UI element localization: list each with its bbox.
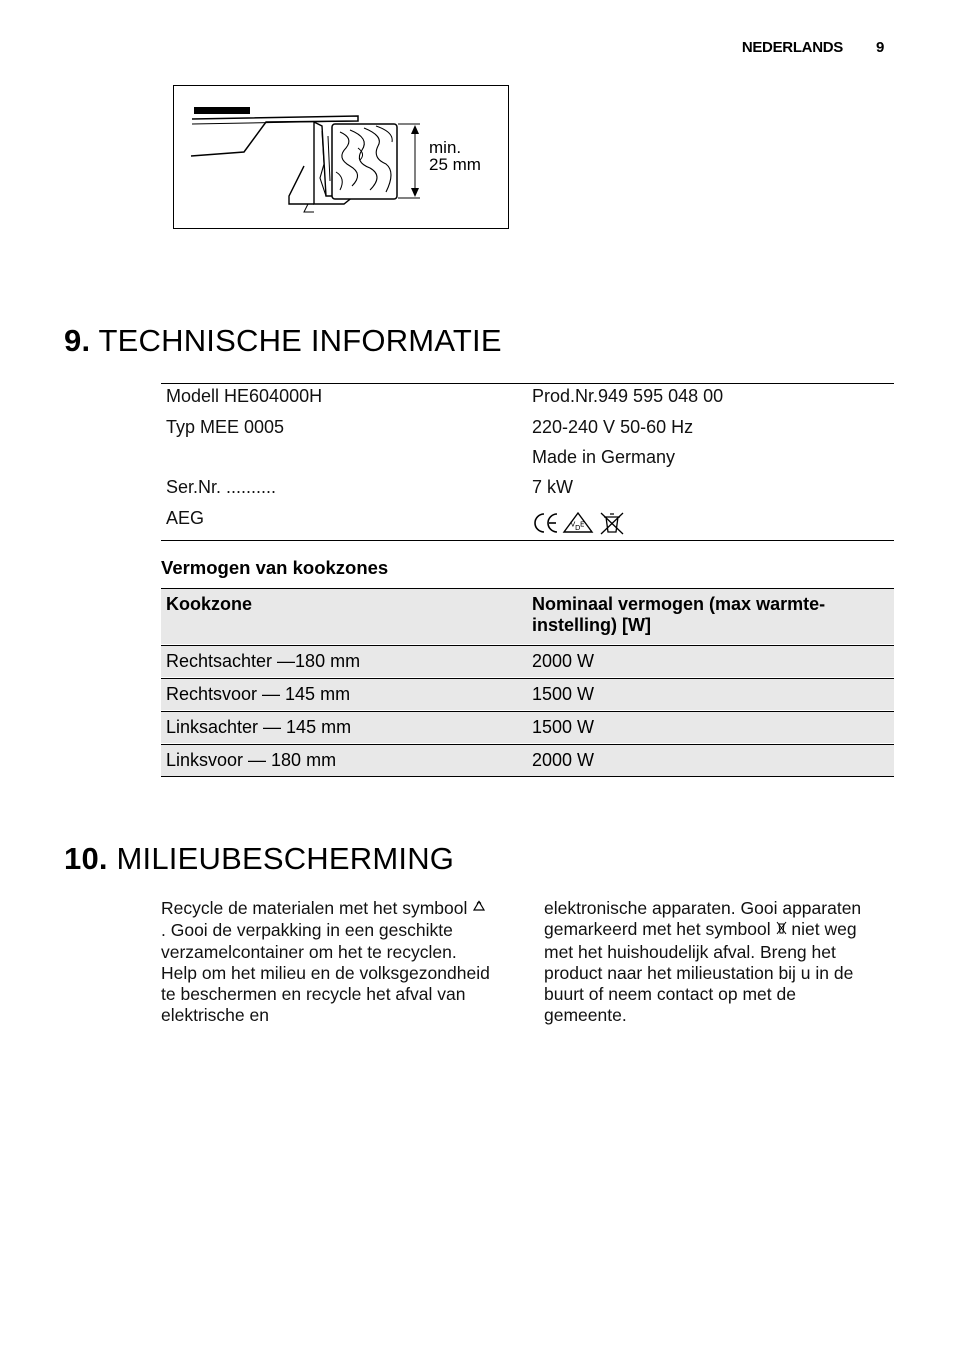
min-thickness-label: min. 25 mm [429,138,481,174]
env-text-part-1: Recycle de materialen met het symbool [161,898,468,918]
table-row [161,744,894,777]
power-table [161,588,894,777]
power-cell: 2000 W [532,750,595,770]
section-9-number: 9. [64,323,91,358]
svg-text:V: V [570,520,576,529]
svg-text:D: D [575,524,581,532]
header-cooking-zone: Kookzone [166,594,253,614]
zone-cell: Rechtsachter —180 mm [166,651,361,671]
info-brand: AEG [166,508,205,528]
section-9-title: TECHNISCHE INFORMATIE [98,323,502,358]
installation-figure [173,85,509,229]
env-text-part-3: Help om het milieu en de volksgezondheid te beschermen en recycle het afval van elektrische en [161,962,490,1026]
table-row [161,678,894,710]
zone-cell: Linksachter — 145 mm [166,717,352,737]
section-9-heading [64,323,502,359]
crossed-bin-small-icon [776,920,787,941]
power-cell: 1500 W [532,684,595,704]
section-10-title: MILIEUBESCHERMING [116,841,455,876]
certification-marks [532,510,628,541]
table-row [161,711,894,743]
env-text-part-5: niet weg met het huishoudelijk afval. Breng het product naar het milieustation bij u in de buurt of neem contact op met de gemeente. [544,919,857,1026]
environment-text-column-1 [161,898,491,1027]
page-number: 9 [876,39,885,56]
info-prod-nr: Prod.Nr.949 595 048 00 [532,386,724,406]
environment-text-column-2 [544,898,874,1027]
crossed-bin-icon [601,513,623,534]
zone-cell: Rechtsvoor — 145 mm [166,684,351,704]
env-text-part-4: elektronische apparaten. Gooi apparaten gemarkeerd met het symbool [544,898,862,940]
info-power: 7 kW [532,477,574,497]
zone-cell: Linksvoor — 180 mm [166,750,337,770]
power-cell: 2000 W [532,651,595,671]
info-type: Typ MEE 0005 [166,417,285,437]
power-cell: 1500 W [532,717,595,737]
table-header-row [161,588,894,644]
header-nominal-power: Nominaal vermogen (max warmte-instelling) [W] [532,594,826,635]
table-row [161,645,894,677]
power-subtitle: Vermogen van kookzones [161,557,389,578]
section-10-heading [64,841,454,877]
svg-text:E: E [580,520,585,529]
vde-mark-icon [564,513,592,532]
info-voltage: 220-240 V 50-60 Hz [532,417,694,437]
header-language: NEDERLANDS [741,39,843,56]
info-bottom-rule [161,540,894,541]
ce-mark-icon [535,514,557,532]
recycle-icon [472,899,486,920]
info-made-in: Made in Germany [532,447,676,467]
info-serial: Ser.Nr. .......... [166,477,277,497]
info-top-rule [161,383,894,384]
section-10-number: 10. [64,841,108,876]
info-model: Modell HE604000H [166,386,323,406]
env-text-part-2: . Gooi de verpakking in een geschikte verzamelcontainer om het te recyclen. [161,920,457,962]
